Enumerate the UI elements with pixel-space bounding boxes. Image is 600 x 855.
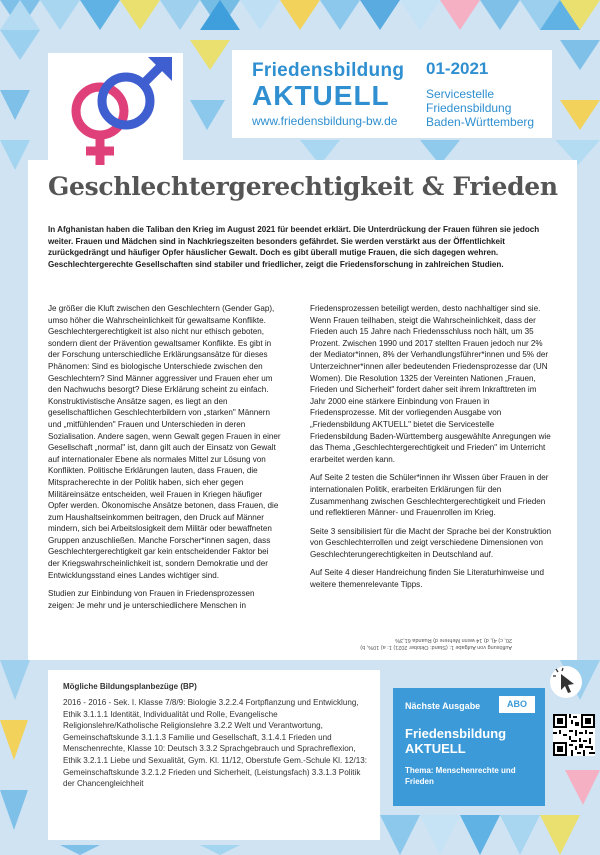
gender-symbols-icon xyxy=(48,53,183,169)
click-cursor-icon[interactable] xyxy=(550,666,582,698)
curriculum-text: 2016 - 2016 - Sek. I. Klasse 7/8/9: Biologie 3.2.2.4 Fortpflanzung und Entwicklung, Ethik 3.1.1.1 Identität, Individualität und Rolle, Evangelische Religionslehre/Katholische Religionslehre 3.2.2 Welt und Verantwortung, Gemeinschaftskunde 3.1.1.3 Familie und Gesellschaft, 3.1.4.1 Frieden und Menschenrechte, Klasse 10: Deutsch 3.3.2 Sprachgebrauch und Sprachreflexion, Ethik 3.2.1.1 Liebe und Sexualität, Gym. Kl. 11/12, Oberstufe Gem.-Schule Kl. 12/13: Gemeinschaftskunde 3.2.1.2 Frieden und Sicherheit, (Leistungsfach) 3.3.1.3 Politik der Chancengleichheit xyxy=(63,698,367,789)
masthead xyxy=(232,50,552,138)
logo-box xyxy=(48,53,183,169)
website-link[interactable]: www.friedensbildung-bw.de xyxy=(252,114,398,128)
subscribe-button[interactable]: ABO xyxy=(499,696,535,713)
issue-number: 01-2021 xyxy=(426,59,489,78)
paragraph: Auf Seite 2 testen die Schüler*innen ihr Wissen über Frauen in der internationalen Politik, erarbeiten Erklärungen für den Zusammenhang zwischen Geschlechtergerechtigkeit und Frieden und reflektieren Männer- und Frauenrollen im Krieg. xyxy=(310,473,549,518)
next-title-line: AKTUELL xyxy=(405,741,466,756)
qr-code-pattern xyxy=(553,714,595,756)
service-line: Friedensbildung xyxy=(426,101,512,115)
paragraph: Seite 3 sensibilisiert für die Macht der Sprache bei der Konstruktion von Geschlechterrollen und zeigt verschiedene Dimensionen von Geschlechterungerechtigkeiten in Deutschland auf. xyxy=(310,526,552,559)
answer-key-note: Auflösung von Aufgabe 1: (Stand: Oktober 2021) 1: a) 10%, b) 20, c) 4), d) 14 wenn Mehrere d) Ruanda 61,3% xyxy=(360,637,512,650)
qr-code-icon[interactable] xyxy=(553,714,595,756)
next-title-line: Friedensbildung xyxy=(405,726,507,741)
next-issue-title xyxy=(405,726,506,756)
service-line: Baden-Württemberg xyxy=(426,115,535,129)
service-name xyxy=(426,87,534,129)
page-title: Geschlechtergerechtigkeit & Frieden xyxy=(48,172,558,201)
curriculum-title: Mögliche Bildungsplanbezüge (BP) xyxy=(63,682,197,691)
next-issue-box xyxy=(393,688,545,806)
cursor-arrow-icon xyxy=(550,666,582,698)
paragraph: Auf Seite 4 dieser Handreichung finden Sie Literaturhinweise und weitere themenrelevante Tipps. xyxy=(310,568,544,590)
lead-paragraph: In Afghanistan haben die Taliban den Krieg im August 2021 für beendet erklärt. Die Unterdrückung der Frauen führen sie jedoch weiter. Frauen und Mädchen sind in Nachkriegszeiten besonders gefährdet. Sie werden verstärkt aus der Öffentlichkeit zurückgedrängt und häufiger Opfer häuslicher Gewalt. Doch es gibt überall mutige Frauen, die sich dagegen wehren. Geschlechtergerechte Gesellschaften sind stabiler und friedlicher, zeigt die Friedensforschung in zahlreichen Studien. xyxy=(48,225,540,269)
next-issue-label: Nächste Ausgabe xyxy=(405,701,481,711)
paragraph: Je größer die Kluft zwischen den Geschlechtern (Gender Gap), umso höher die Wahrscheinlichkeit für gewaltsame Konflikte. Geschlechtergerechtigkeit ist also nicht nur ethisch geboten, sondern dient der Prävention gewaltsamer Konflikte. Es gibt in der Forschung unterschiedliche Erklärungsansätze für dieses Phänomen: Sind es biologische Unterschiede zwischen den Geschlechtern? Sind Männer aggressiver und Frauen eher um den Nachwuchs besorgt? Diese Erklärung scheint zu einfach. Konstruktivistische Ansätze sagen, es liegt an den gesellschaftlichen Geschlechterbildern von „starken" Männern und „mitfühlenden" Frauen und Unterschieden in deren Sozialisation. Andere sagen, wenn Gewalt gegen Frauen in einer Gesellschaft „normal" ist, dann gilt auch der Einsatz von Gewalt auf internationaler Ebene als normales Mittel zur Lösung von Konflikten. Politische Erklärungen lauten, dass Frauen, die Mitspracherechte in der Politik haben, sich eher gegen Militäreinsätze entscheiden, weil Frauen in Kriegen häufiger Opfer werden. Ökonomische Ansätze betonen, dass Frauen, die zum Haushaltseinkommen beitragen, den Druck auf Männer mindern, sich bei Arbeitslosigkeit dem Militär oder bewaffneten Gruppen anzuschließen. Manche Forscher*innen sagen, dass Geschlechtergerechtigkeit gar kein entscheidender Faktor bei der Kriegswahrscheinlichkeit ist, sondern Demokratie und der Entwicklungsstand eines Landes wichtiger sind. xyxy=(48,304,281,580)
next-issue-theme: Thema: Menschenrechte und Frieden xyxy=(405,766,516,786)
paragraph: Friedensprozessen beteiligt werden, desto nachhaltiger sind sie. Wenn Frauen teilhaben, steigt die Wahrscheinlichkeit, dass der Frieden auch 15 Jahre nach Friedensschluss noch hält, um 35 Prozent. Zwischen 1990 und 2017 stellten Frauen jedoch nur 2% der Mediator*innen, 8% der Verhandlungsführer*innen und 5% der Unterzeichner*innen aller bedeutenden Friedensprozesse dar (UN Women). Die Resolution 1325 der Vereinten Nationen „Frauen, Frieden und Sicherheit" fordert daher seit ihrem Inkrafttreten im Jahr 2000 eine stärkere Einbindung von Frauen in Friedensprozesse. Mit der vorliegenden Ausgabe von „Friedensbildung AKTUELL" bietet die Servicestelle Friedensbildung Baden-Württemberg ausgewählte Anregungen wie das Thema „Geschlechtergerechtigkeit und Frieden" im Unterricht erarbeitet werden kann. xyxy=(310,304,551,464)
paragraph: Studien zur Einbindung von Frauen in Friedensprozessen zeigen: Je mehr und je unterschiedlichere Menschen in xyxy=(48,589,255,610)
brand-line2: AKTUELL xyxy=(252,80,390,111)
service-line: Servicestelle xyxy=(426,87,495,101)
brand-line1: Friedensbildung xyxy=(252,60,405,81)
curriculum-box xyxy=(48,670,380,840)
text-column-right xyxy=(310,303,554,598)
text-column-left xyxy=(48,303,282,618)
